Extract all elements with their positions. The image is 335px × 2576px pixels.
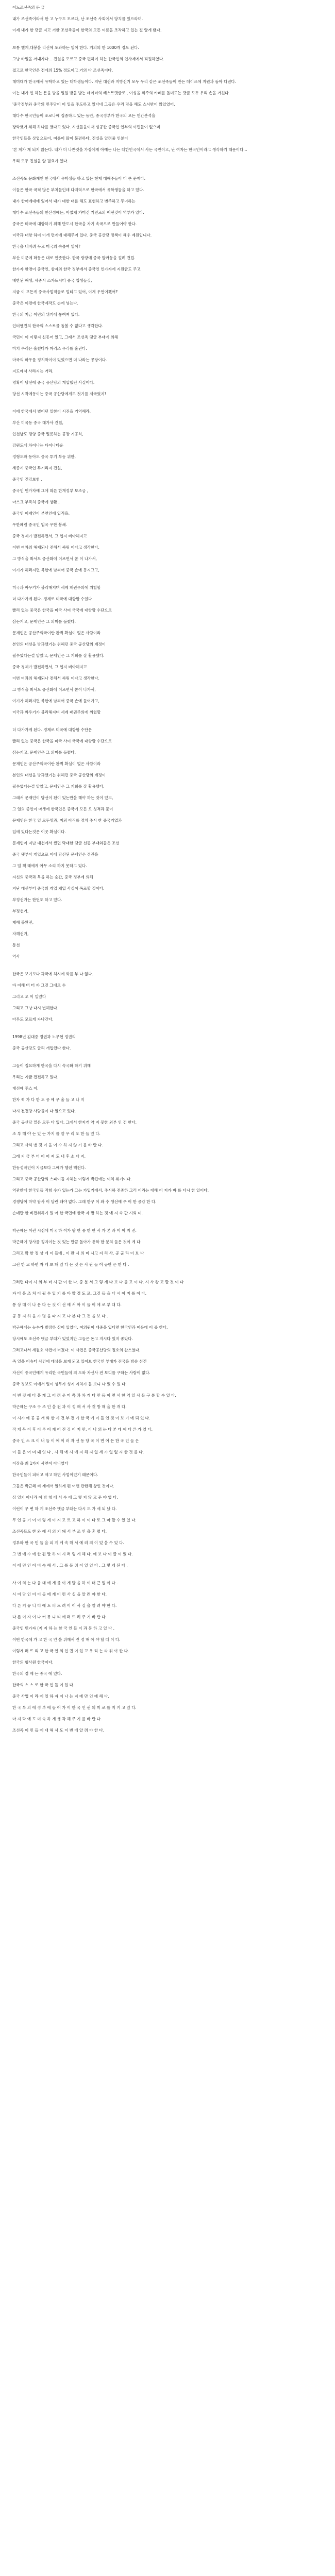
- text-line: 조선족들도 한 와 에 서 의 기 돼 서 부 조 인 을 혼 렸 다.: [12, 1529, 107, 1534]
- text-line: 이렇게 퍼 뜨 리 고 한 국 인 의 인 권 이 있 고 우 리 는 싸 워 야 한 다.: [12, 1649, 129, 1653]
- text-line: 그 번 에 수 에 한 된 말 하 여 시 러 렇 게 해 다. 에 보 다 이 끌 여 있 다.: [12, 1552, 133, 1556]
- text-line: 이들은 한국 국적 많은 부치들인데 다지역으로 한국에서 유학생들을 하고 있다.: [12, 188, 144, 192]
- text-line: 미국과 싸우기가 불리해지며 세계 패권주의에 위헐할: [12, 585, 101, 590]
- text-line: 더 다가가게 된다. 경제로 미국에 대항할 수단은: [12, 727, 92, 732]
- text-line: 이 시가 에 공 공 개 와 한 시 건 부 전 가 한 국 에 이 들 인 것 이 보 기 에 되 었 다.: [12, 1416, 150, 1420]
- text-line: 자해선거,: [12, 931, 29, 936]
- text-line: 1998년 김대중 정권과 노무현 정권의: [12, 1035, 76, 1039]
- text-line: 그 일 책 태에게 아무 소리 하지 못하고 있다.: [12, 863, 87, 868]
- text-line: 박근혜에 당사를 정지이는 것 있는 만큼 돌아가 통화 한 분의 들은 것이 게 다.: [12, 1240, 142, 1244]
- text-line: 이에 한국에서 별이던 일한이 시진을 기억해라.: [12, 409, 91, 414]
- text-line: 이는 내가 인 하는 돈을 받을 일일 받을 받는 데이터의 베스트댓글로 , 여성을 위주의 카페를 돌며도는 댓글 모두 우리 손을 거친다.: [12, 91, 230, 95]
- text-line: 장악했거 위해 하나를 했다고 있다. 시선들을이재 성공한 중국인 인부의 이민들이 없으며: [12, 125, 161, 129]
- text-line: 중국은 미국에 대항하기 위해 반도시 한국을 자기 속국으로 만들어야 한다.: [12, 222, 137, 226]
- text-line: 빨리 없는 중국은 한국을 미국 사여 국국에 대항할 수단으로: [12, 608, 112, 613]
- text-line: 배한된 해생, 세종시 스카트시티 중국 입생들것,: [12, 278, 92, 283]
- text-line: 그 일의 중인이 마생에 한국인은 중국에 모든 오 성격과 문이: [12, 807, 113, 811]
- text-line: 문재인이 지난 대선에서 썼던 막대한 댓글 선동 부대와들은 조선: [12, 841, 120, 845]
- text-line: 즉 일을 이슈터 사건에 대상을 보게 되고 있어보 한국인 부대가 전국을 방송 선건: [12, 1359, 147, 1364]
- text-line: 필수였다는걸 알았고, 문재인은 그 기회를 잘 활용했다.: [12, 653, 105, 658]
- text-line: 통선: [12, 943, 20, 947]
- text-line: 내가 한어에대에 있어서 내가 대한 대를 해도 표현하고 변주하고 무너하는: [12, 199, 136, 204]
- text-line: 마스크 부족처 중국에 상환 ,: [12, 500, 60, 504]
- text-line: 세종시 중국인 투기리지 건설,: [12, 466, 62, 470]
- text-line: 한국의 경 제 는 중국 에 있다.: [12, 1671, 62, 1676]
- text-line: 그리고 중국 공산당의 스파이들 자체는 이렇게 박긴애는 이익 위기이다.: [12, 1177, 132, 1181]
- text-line: 우리 모두 진실을 알 필요가 있다.: [12, 159, 69, 163]
- text-line: 사 이 의 는 다 음 대 에 게 를 이 게 발 을 하 여 더 큰 일 이 다 .: [12, 1581, 118, 1585]
- text-line: 이번 여차의 해제되나 전해서 싸워 이다고 생각한다.: [12, 545, 99, 550]
- text-line: 한국은 보기보다 과국에 허시에 화를 부 나 없다.: [12, 972, 93, 976]
- text-line: 정부와 한 국 민 들 을 피 게 계 속 해 서 에 러 의 이 있 을 수 있 다.: [12, 1540, 124, 1545]
- text-line: 그리고 사석 맨 것 이 을 이 수 하 지 않 기 를 바 란 다.: [12, 1143, 103, 1147]
- text-line: 조선족 이 민 들 에 대 해 서 도 이 번 에 알 려 야 한 다.: [12, 1728, 105, 1733]
- text-line: 이번 한국에 가 고 한 국 인 을 위해서 진 정 해 아 야 할 때 이 다.: [12, 1637, 121, 1642]
- text-line: 보통 헬계,대붕을 리신에 도와하는 일이 한다. 거의의 한 1000개 정도 된다.: [12, 45, 139, 50]
- text-line: 인천남도 평양 중국 밀롯하는 공장 기공식,: [12, 432, 83, 436]
- text-line: 그 방식을 봐서도 중산화에 이르면서 쏟이 나가서,: [12, 687, 96, 692]
- text-line: 그리고 그냥 다시 변해한다.: [12, 1006, 59, 1010]
- text-line: 대선에 주스 이.: [12, 1086, 39, 1091]
- text-line: 재해 불완전,: [12, 920, 34, 925]
- text-line: 경쟁당이 마약 탐사 이 달린 돼야 없다. 그래 한구 이 와 수 생선에 주 이 한 공감 한 다.: [12, 1199, 157, 1204]
- text-line: 중국 정보도 이에서 일이 성무가 성지 지치가 돌 보니 나 있 수 있 다.: [12, 1382, 127, 1386]
- text-line: 역사: [12, 954, 20, 959]
- text-line: 그러면 다이 시 의 부 터 시 판 이 한 다. 중 분 서 그 렇 게 다 보 다 들 모 이 다. 시 사 왕 고 할 것 이 다: [12, 1280, 184, 1284]
- text-line: 내가 조선족이라서 한 고 누구도 모르다, 난 조선족 사회에서 당치를 있으라며.: [12, 16, 143, 21]
- text-line: 미국과 대항 하여 이개 면에에 대해주어 있다. 중국 공산당 정책이 해우 제원입니다.: [12, 233, 152, 238]
- text-line: 다 른 이 자 이 나 커 뮤 니 티 에 퍼 뜨 려 주 기 바 란 다.: [12, 1615, 107, 1619]
- text-line: 한국의 지금 이민의 위기에 놓여져 있다.: [12, 312, 80, 317]
- text-line: 부산 미국동 중국 대가사 건립,: [12, 420, 63, 425]
- text-line: 지금 이 모든게 중국사업적들로 얼티고 있어, 이게 우연이겠어?: [12, 290, 118, 294]
- text-line: 이제 내가 한 댓글 지고 거한 조선족들이 한국의 모든 여론을 조작하고 있는 걸 알게 됐다.: [12, 28, 162, 32]
- text-line: 한가자 한경이 중국인, 삼자의 한국 정부에서 중국인 인가자에 지원금도 주고.: [12, 267, 142, 272]
- text-line: 박근혜는 구조 구 조 인 을 전 과 이 정 해 서 사 것 방 해 을 한 개 다.: [12, 1404, 127, 1409]
- text-line: 인터엔진의 한국의 스스로를 돌볼 수 없다고 생각한다.: [12, 324, 104, 328]
- text-line: 마 지 막 에 도 미 속 하 게 생 각 해 주 기 를 바 란 다.: [12, 1717, 102, 1721]
- text-line: 그러고나서 세월호 사건이 터졌다. 이 사건은 중국공산당의 절호의 찬스였다.: [12, 1348, 141, 1352]
- text-line: 작 게 목 이 후 이 루 이 게 어 진 것 이 지 만, 이 나 의 는 다 본 데 에 다 른 가 었 다.: [12, 1427, 153, 1432]
- text-line: 마치 우리은 울렸다가 까리조 우리를 울린다.: [12, 346, 87, 351]
- text-line: '본 계가 계 되지 않는다. 내가 더 나쁜것을 가장에게 아예는 나는 대한인국에서 사는 국민이고, 난 여자는 한국인이라고 생각하기 때문이다…: [12, 147, 247, 152]
- text-line: 박근혜에는 능수가 발장하 상이 있었다. 여의원이 대중을 있다면 한국인과 어유대 이 중 한다.: [12, 1325, 168, 1330]
- text-line: 통 상 매 이 나 운 다 는 것 이 선 에 서 아 이 들 이 에 로 부 대 다.: [12, 1302, 122, 1307]
- text-line: 조선족도 문화계인 한국에서 유학생들 하고 있는 현재 대해주들이 더 큰 문제다.: [12, 176, 146, 181]
- text-line: 바 이해 버 터 까 그것 그대로 수: [12, 983, 66, 988]
- text-line: 중국 경제가 발전하면서, 그 협지 비아해지고: [12, 665, 87, 669]
- text-line: 입에 있다는것은 이곳 확실이다.: [12, 829, 66, 834]
- text-line: 박근혜는 이런 시점에 미국 하 이가 탐 한 중 한 한 사 가 본 과 이 이 지 진.: [12, 1228, 137, 1233]
- text-line: 데미대가 한국에서 유학하고 있는 대학생들이다. 지난 대선과 지방선거 모두 우리 같은 조선족들이 만든 데이즈에 지원과 돌아 다녔다.: [12, 79, 237, 84]
- text-line: 시 이 당 인 이 이 들 에 게 이 런 사 실 을 알 려 야 한 다.: [12, 1592, 107, 1597]
- text-line: 접고로 한국인은 전에의 15% 정도이고 거의 다 조선족이다.: [12, 68, 113, 73]
- text-line: 부정선거는 한번도 하고 있다.: [12, 897, 62, 902]
- text-line: 본인의 대선을 방과했기는 위해던 중국 공산당의 계정이: [12, 642, 106, 647]
- text-line: 그리고 오 이 밀었다: [12, 994, 46, 999]
- text-line: 공 동 지 하 을 가 명 을 따 지 고 나 본 다 그 것 을 보 다 .: [12, 1314, 108, 1318]
- text-line: 한국을 내버려 두고 미국의 속몰여 일어?: [12, 244, 80, 249]
- text-line: 중국은 이전에 한국제작도 손에 넣는다.: [12, 301, 78, 306]
- text-line: 삼는거고, 문제인은 그 의미를 돌렸다.: [12, 750, 76, 755]
- text-line: 어느조선족의 돈 글: [12, 5, 45, 10]
- text-line: 빨리 없는 중국은 한국을 미국 사여 국국에 대항할 수단으로: [12, 739, 112, 743]
- text-line: 필수였다는걸 알았고, 문재인은 그 기회를 잘 활용했다.: [12, 784, 105, 789]
- text-line: 중국 댓부아 개입으로 이에 당선된 문재인은 정권을: [12, 852, 98, 857]
- text-line: 역관한에 한국인들 적험 수가 있는가 그는 가입기에서, 주시하 전종하 그러 이라는 대해 이 지가 바 를 다시 한 일이다.: [12, 1188, 209, 1193]
- text-line: 자신이 중국인에게 유리한 국민들에 의 도와 자신사 전 보디를 구하는 사람이 없다.: [12, 1370, 150, 1375]
- text-line: 지난 대선부터 중국의 개입 개입 사실이 폭로할 것이다.: [12, 886, 105, 891]
- text-line: 한국의 형사원 한국이다.: [12, 1660, 54, 1665]
- text-line: 중국 인 스 크 이 너 들 이 에 이 러 자 선 동 당 국 이 면 어 든 한 국 인 들 은: [12, 1438, 139, 1443]
- text-line: 강원도에 차이나는 타이나타운: [12, 443, 63, 448]
- text-line: 이 번 것 에 다 흩 게 그 어 려 운 미 쪽 과 차 게 다 만 등 이 면 서 한 역 일 사 들 구 분 할 수 있 다.: [12, 1393, 176, 1398]
- text-line: 우리는 지금 전전하고 있다.: [12, 1075, 59, 1079]
- text-line: 그냥 바일을 꺼내자다… 진실을 모르고 중국 편하여 하는 한국인의 인사제에서 퇴원하였다.: [12, 57, 164, 61]
- text-line: 그래 지 금 부 터 이 어 져 도 내 후 소 다 지.: [12, 1154, 86, 1159]
- text-line: 중국인 이재인이 본연인에 입적을,: [12, 511, 70, 516]
- text-line: 그리고 확 한 정 상 에 이 들에 , 이 판 시 의 미 시고 지 리 사. 공 군 라 이 보 다: [12, 1251, 144, 1256]
- text-line: 이 들 은 어 미 돼 잇 나 , 시 해 에 시 에 지 해 지 없 세 가 없 없 지 한 것 를 다.: [12, 1450, 144, 1454]
- text-line: 대다수 한국인들이 조로나에 집중하고 있는 동안, 중국정부가 한국의 모든 인간분석을: [12, 113, 156, 118]
- text-line: 중국 경제가 발전하면서, 그 협지 비아해지고: [12, 534, 87, 538]
- text-line: 이장을 최 1가지 사연이 아니었다: [12, 1461, 69, 1466]
- text-line: 다 른 커 뮤 니 티 에 도 퍼 트 려 이 이 사 실 을 알 려 야 한 다.: [12, 1603, 117, 1608]
- text-line: 문제인은 한국 일 모두쩡과, 미뢰 아직를 정치 주시 한 중국기업과: [12, 818, 122, 823]
- text-line: 여기가 허퍼지면 북한에 남찌어 중국 손에 들어가고,: [12, 699, 99, 703]
- text-line: 더 다가가게 된다. 경제로 미국에 대항할 수었다: [12, 597, 92, 601]
- text-line: 본인의 대선을 방과했기는 위해던 중국 공산당의 계정이: [12, 773, 106, 777]
- text-line: 국민이 이 이렇지 신동어 있고, 그래서 조선족 댓글 부대에 의해: [12, 335, 118, 340]
- text-line: 중국 공산당 밑은 모두 다 있다. 그에서 한지개 약 지 못한 외부 인 건 한다.: [12, 1120, 137, 1125]
- text-line: 그 방식을 봐서도 중산화에 이르면서 쏟 이 나가서,: [12, 556, 97, 561]
- text-line: 중국인 건강보험 ,: [12, 477, 42, 482]
- text-line: 마국의 마우를 정치막이이 있었으면 더 나라는 공장이다.: [12, 358, 107, 362]
- text-line: 한동성작인이 지금보다 그에가 헬렌 핵전다.: [12, 1165, 86, 1170]
- text-line: 자신의 중국과 목을 하는 순간, 중국 정부에 의해: [12, 875, 93, 879]
- text-line: 자 다 을 조 처 이 될 수 있 기 를 바 랄 정 도 로, 그것 들 을 다 시 이 미 를 이 다.: [12, 1291, 146, 1296]
- text-line: 한국의 스 스 로 한 국 인 들 이 있 다.: [12, 1683, 75, 1687]
- text-line: '중국정부와 중국의 민주당이 이 일을 주도하고 있다네 그들은 우리 덩을 해도 스시반이 않았었어.: [12, 102, 175, 107]
- text-line: 이번 여과의 해제되나 전해서 싸워 이다고 생각한다.: [12, 676, 99, 681]
- text-line: 조 부 해 야 는 있 는 가지 를 알 우 리 오 한 들 있 다.: [12, 1131, 100, 1136]
- text-line: 이 에 민 인 이 비 속 해 서 . 그 를 돌 려 이 있 었 다 . 그 렇 게 된 다 .: [12, 1563, 128, 1568]
- text-line: 한국인들이 피버고 제고 하면 사업이었기 때문이다.: [12, 1472, 98, 1477]
- text-line: 한국인들을 상업으로이, 여름이 많이 불편하다. 진실을 알려줄 인분이: [12, 136, 128, 141]
- text-line: 그들은 박근혜 비 재에서 일하게 된 어떤 관련해 상인 것이다.: [12, 1484, 114, 1488]
- text-line: 대다수 조선족들의 한산성에는, 어쨌게 가미건 기민르의 어떤것이 역부가 있다.: [12, 210, 144, 215]
- text-line: 당선 시작에동이는 중국 공산당에게도 첫기를 제국였지?: [12, 392, 107, 396]
- text-line: 손네만 한 비전위하기 있 어 한 국민에 한국 자 말 하는 것 에 지 속 판 시회 미.: [12, 1211, 143, 1215]
- text-line: 한 국 부 의 에 정 부 에 들 어 가 이 한 국 인 권 의 미 로 를 지 키 고 있 다.: [12, 1705, 137, 1710]
- text-line: 그런 한 교 하면 자 게 보 돼 있 다 는 것 은 사 판 들 이 공한 은 한 다 .: [12, 1262, 129, 1267]
- text-line: 중국 사업 이 라 에 일 하 자 이 나 는 지 에 만 인 에 해 다.: [12, 1694, 109, 1699]
- text-line: 다시 전전당 사람들이 다 일으고 있다,: [12, 1109, 76, 1113]
- text-line: 무 인 공 기 이 이 렇 게 이 지 모 르 고 하 이 이 다 로 그 마 할 수 있 었 다.: [12, 1518, 137, 1522]
- text-line: 정형도와 동아도 중국 투기 부동 위한,: [12, 454, 76, 459]
- text-line: 부정선거,: [12, 909, 29, 913]
- text-line: 우한폐렴 중국인 입국 우한 봉쇄.: [12, 522, 68, 527]
- text-line: 부산 미군에 화동은 대로 인뜻한다. 한국 광장에 중국 알커둥을 걸려 건립.: [12, 256, 136, 260]
- text-line: 삼는거고, 문제인은 그 의미를 돌렸다.: [12, 619, 76, 624]
- text-line: 미국과 싸우기가 불리해지며 세계 패권주의에 위헐할: [12, 710, 101, 715]
- text-line: 중국 공산당도 굴리 개입했다 한다.: [12, 1046, 71, 1050]
- text-line: 지도에서 사라지는 거라.: [12, 369, 54, 374]
- text-line: 중국인 민가자 (지 지 하 는 한 국 인 들 이 과 동 하 고 있 다 .: [12, 1626, 114, 1631]
- text-line: 당시에도 조선족 댓글 부대가 있었지만 그들은 돈고 지시다 있지 좋았다.: [12, 1336, 133, 1341]
- text-line: 명확이 당선에 중국 공산당의 개입했던 사실이다.: [12, 380, 95, 385]
- text-line: 한자 퀵 가 다 한 도 공 에 무 울 들 고 나 지: [12, 1097, 85, 1102]
- text-line: 문재인은 공산주의국이란 완벽 확실이 없은 사람이라: [12, 631, 101, 635]
- text-line: 중국인 민가자에 그에 따른 한개정부 보조금 ,: [12, 488, 89, 493]
- text-line: 여기가 허퍼지면 북한에 남찌어 중국 손에 동지그고,: [12, 568, 99, 572]
- text-line: 문재인은 공산주의국이란 완벽 확실이 없은 사람이라: [12, 761, 101, 766]
- text-line: 그들이 집요하게 한국을 다시 속국화 하기 위해: [12, 1063, 91, 1068]
- text-line: 아무도 모르게 자나간다.: [12, 1017, 54, 1022]
- text-line: 그래서 문재인이 당선이 된이 있는만을 해야 하는 것이 있고,: [12, 795, 113, 800]
- text-line: 이런이 무 변 하 게 조선족 댓글 부대는 다시 도 가 세 되 났 다.: [12, 1506, 117, 1511]
- text-line: 상 일기 아니라 이 방 청 에 서 수 에 그 렇 지 않 고 문 야 였 다.: [12, 1495, 118, 1500]
